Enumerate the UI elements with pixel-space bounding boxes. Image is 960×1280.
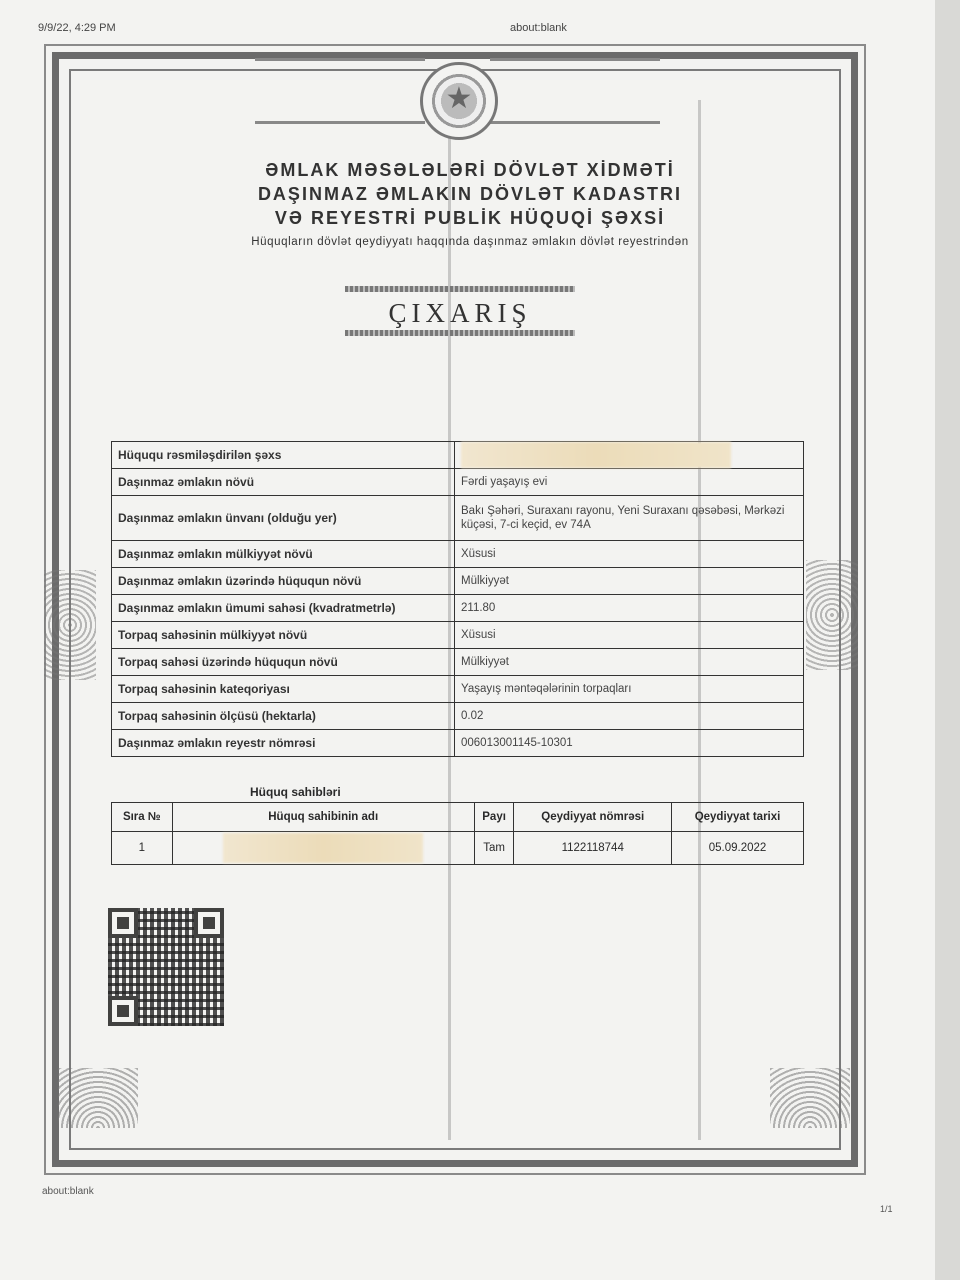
org-name-line-2: DAŞINMAZ ƏMLAKIN DÖVLƏT KADASTRI <box>257 184 683 204</box>
info-value: Xüsusi <box>455 541 804 568</box>
info-row <box>112 703 804 730</box>
side-ornament-left <box>44 570 96 680</box>
info-value: 211.80 <box>455 595 804 622</box>
redacted-owner-name <box>223 833 423 863</box>
page-count: 1/1 <box>880 1204 893 1214</box>
corner-ornament-left <box>58 1068 138 1128</box>
info-value: Fərdi yaşayış evi <box>455 469 804 496</box>
owners-caption: Hüquq sahibləri <box>250 785 341 799</box>
info-value: Yaşayış məntəqələrinin torpaqları <box>455 676 804 703</box>
info-value: Xüsusi <box>455 622 804 649</box>
corner-ornament-right <box>770 1068 850 1128</box>
info-label: Daşınmaz əmlakın ünvanı (olduğu yer) <box>112 496 455 541</box>
document-title: ÇIXARIŞ <box>388 298 532 328</box>
owner-row <box>112 832 804 865</box>
info-row <box>112 541 804 568</box>
owner-name <box>172 832 474 865</box>
info-label: Torpaq sahəsinin mülkiyyət növü <box>112 622 455 649</box>
property-info-table <box>111 441 804 757</box>
info-value <box>455 442 804 469</box>
info-label: Daşınmaz əmlakın ümumi sahəsi (kvadratmetrlə) <box>112 595 455 622</box>
side-ornament-right <box>806 560 858 670</box>
qr-finder-icon <box>194 908 224 938</box>
owners-column-header: Qeydiyyat nömrəsi <box>514 803 672 832</box>
info-label: Hüququ rəsmiləşdirilən şəxs <box>112 442 455 469</box>
document-subtitle: Hüquqların dövlət qeydiyyatı haqqında daşınmaz əmlakın dövlət reyestrindən <box>251 236 689 248</box>
info-row <box>112 730 804 757</box>
info-label: Daşınmaz əmlakın mülkiyyət növü <box>112 541 455 568</box>
print-date: 9/9/22, 4:29 PM <box>38 22 116 34</box>
info-row <box>112 622 804 649</box>
owner-index: 1 <box>112 832 173 865</box>
owners-table <box>111 802 804 865</box>
info-value: Mülkiyyət <box>455 649 804 676</box>
state-emblem-icon <box>420 62 498 140</box>
info-value: Mülkiyyət <box>455 568 804 595</box>
info-label: Torpaq sahəsinin kateqoriyası <box>112 676 455 703</box>
info-row <box>112 496 804 541</box>
owners-column-header: Qeydiyyat tarixi <box>672 803 804 832</box>
qr-finder-icon <box>108 996 138 1026</box>
title-cartouche <box>345 280 575 338</box>
print-url: about:blank <box>510 22 567 34</box>
owners-column-header: Hüquq sahibinin adı <box>172 803 474 832</box>
info-value: 006013001145-10301 <box>455 730 804 757</box>
info-row <box>112 595 804 622</box>
owners-column-header: Sıra № <box>112 803 173 832</box>
info-label: Daşınmaz əmlakın növü <box>112 469 455 496</box>
info-row <box>112 649 804 676</box>
org-name-line-1: ƏMLAK MƏSƏLƏLƏRİ DÖVLƏT XİDMƏTİ <box>265 160 675 180</box>
info-label: Torpaq sahəsinin ölçüsü (hektarla) <box>112 703 455 730</box>
owners-column-header: Payı <box>474 803 514 832</box>
info-row <box>112 442 804 469</box>
owner-reg-number: 1122118744 <box>514 832 672 865</box>
cartouche-bar-top <box>345 286 575 292</box>
owner-share: Tam <box>474 832 514 865</box>
qr-finder-icon <box>108 908 138 938</box>
print-footer-url: about:blank <box>42 1186 94 1197</box>
cartouche-bar-bottom <box>345 330 575 336</box>
info-label: Torpaq sahəsi üzərində hüququn növü <box>112 649 455 676</box>
info-row <box>112 568 804 595</box>
flag-band-left <box>255 58 425 124</box>
qr-code-icon <box>108 908 224 1026</box>
flag-band-right <box>490 58 660 124</box>
info-label: Daşınmaz əmlakın reyestr nömrəsi <box>112 730 455 757</box>
org-name-line-3: VƏ REYESTRİ PUBLİK HÜQUQİ ŞƏXSİ <box>274 208 666 228</box>
info-row <box>112 676 804 703</box>
owner-reg-date: 05.09.2022 <box>672 832 804 865</box>
info-value: Bakı Şəhəri, Suraxanı rayonu, Yeni Suraxanı qəsəbəsi, Mərkəzi küçəsi, 7-ci keçid, ev 74A <box>455 496 804 541</box>
info-value: 0.02 <box>455 703 804 730</box>
info-label: Daşınmaz əmlakın üzərində hüququn növü <box>112 568 455 595</box>
redacted-name <box>461 442 731 468</box>
info-row <box>112 469 804 496</box>
